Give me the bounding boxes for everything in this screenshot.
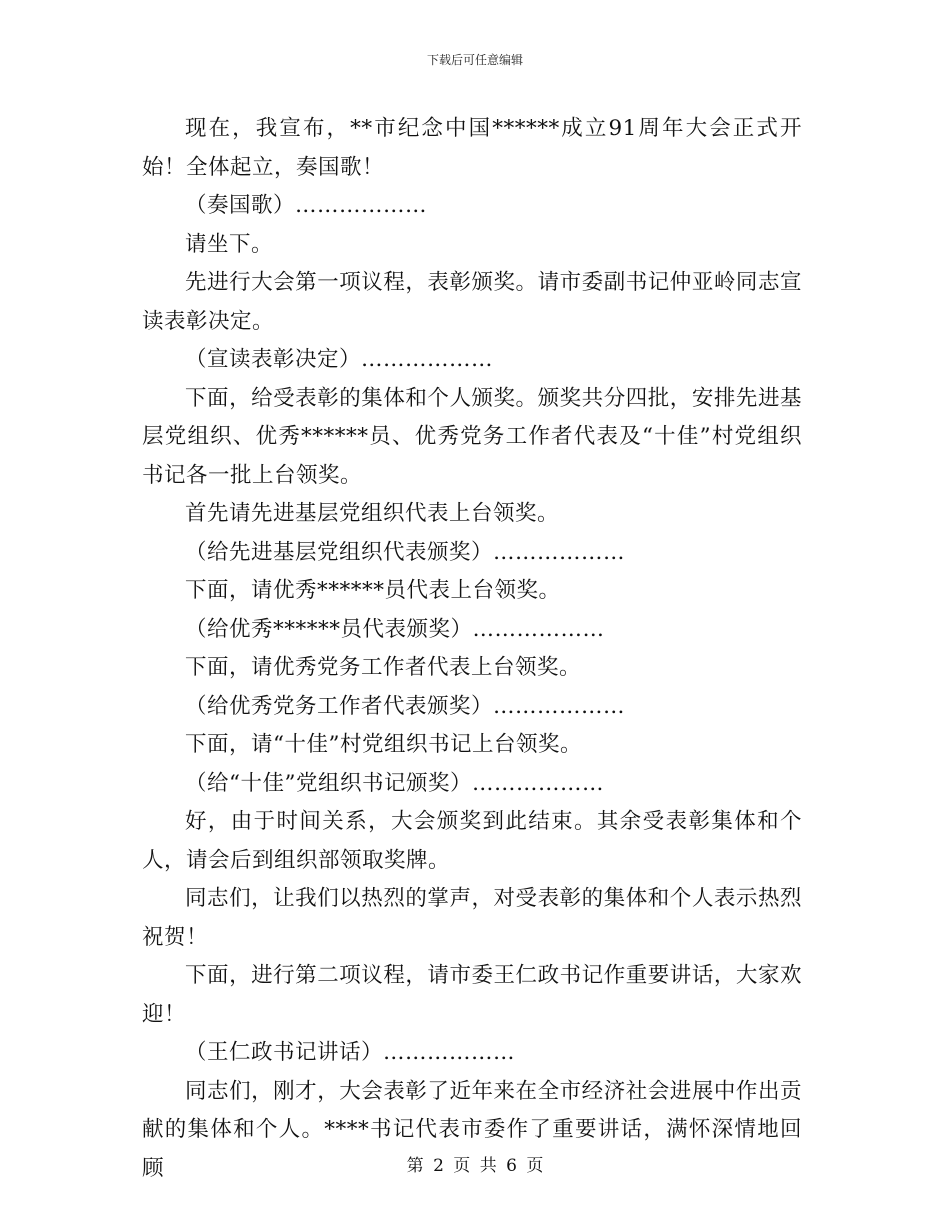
paragraph: 下面，请优秀党务工作者代表上台领奖。 (185, 655, 582, 680)
paragraph: 下面，给受表彰的集体和个人颁奖。颁奖共分四批，安排先进基层党组织、优秀******员、优秀党务工作者代表及“十佳”村党组织书记各一批上台领奖。 (142, 385, 802, 488)
paragraph: 同志们，让我们以热烈的掌声，对受表彰的集体和个人表示热烈祝贺！ (142, 886, 802, 950)
document-body (142, 110, 802, 1188)
paragraph: （奏国歌）……………… (185, 193, 428, 218)
paragraph: 现在，我宣布，**市纪念中国******成立91周年大会正式开始！全体起立，奏国歌！ (142, 116, 802, 180)
paragraph: 先进行大会第一项议程，表彰颁奖。请市委副书记仲亚岭同志宣读表彰决定。 (142, 270, 802, 334)
paragraph: （王仁政书记讲话）……………… (185, 1040, 516, 1065)
page-header: 下载后可任意编辑 (426, 53, 523, 67)
paragraph: 下面，请优秀******员代表上台领奖。 (185, 578, 561, 603)
paragraph: 请坐下。 (185, 231, 274, 257)
paragraph: （给优秀党务工作者代表颁奖）……………… (185, 693, 626, 719)
paragraph: 同志们，刚才，大会表彰了近年来在全市经济社会进展中作出贡献的集体和个人。****书记代表市委作了重要讲话，满怀深情地回顾 (142, 1078, 802, 1181)
paragraph: 下面，请“十佳”村党组织书记上台领奖。 (185, 732, 582, 757)
paragraph: （宣读表彰决定）……………… (185, 347, 494, 372)
paragraph: 首先请先进基层党组织代表上台领奖。 (185, 501, 560, 526)
paragraph: （给“十佳”党组织书记颁奖）……………… (185, 770, 604, 796)
paragraph: （给优秀******员代表颁奖）……………… (185, 616, 605, 642)
paragraph: 好，由于时间关系，大会颁奖到此结束。其余受表彰集体和个人，请会后到组织部领取奖牌。 (142, 809, 802, 873)
page-number-footer: 第 2 页 共 6 页 (406, 1156, 544, 1176)
paragraph: 下面，进行第二项议程，请市委王仁政书记作重要讲话，大家欢迎！ (142, 963, 802, 1027)
paragraph: （给先进基层党组织代表颁奖）……………… (185, 539, 626, 565)
